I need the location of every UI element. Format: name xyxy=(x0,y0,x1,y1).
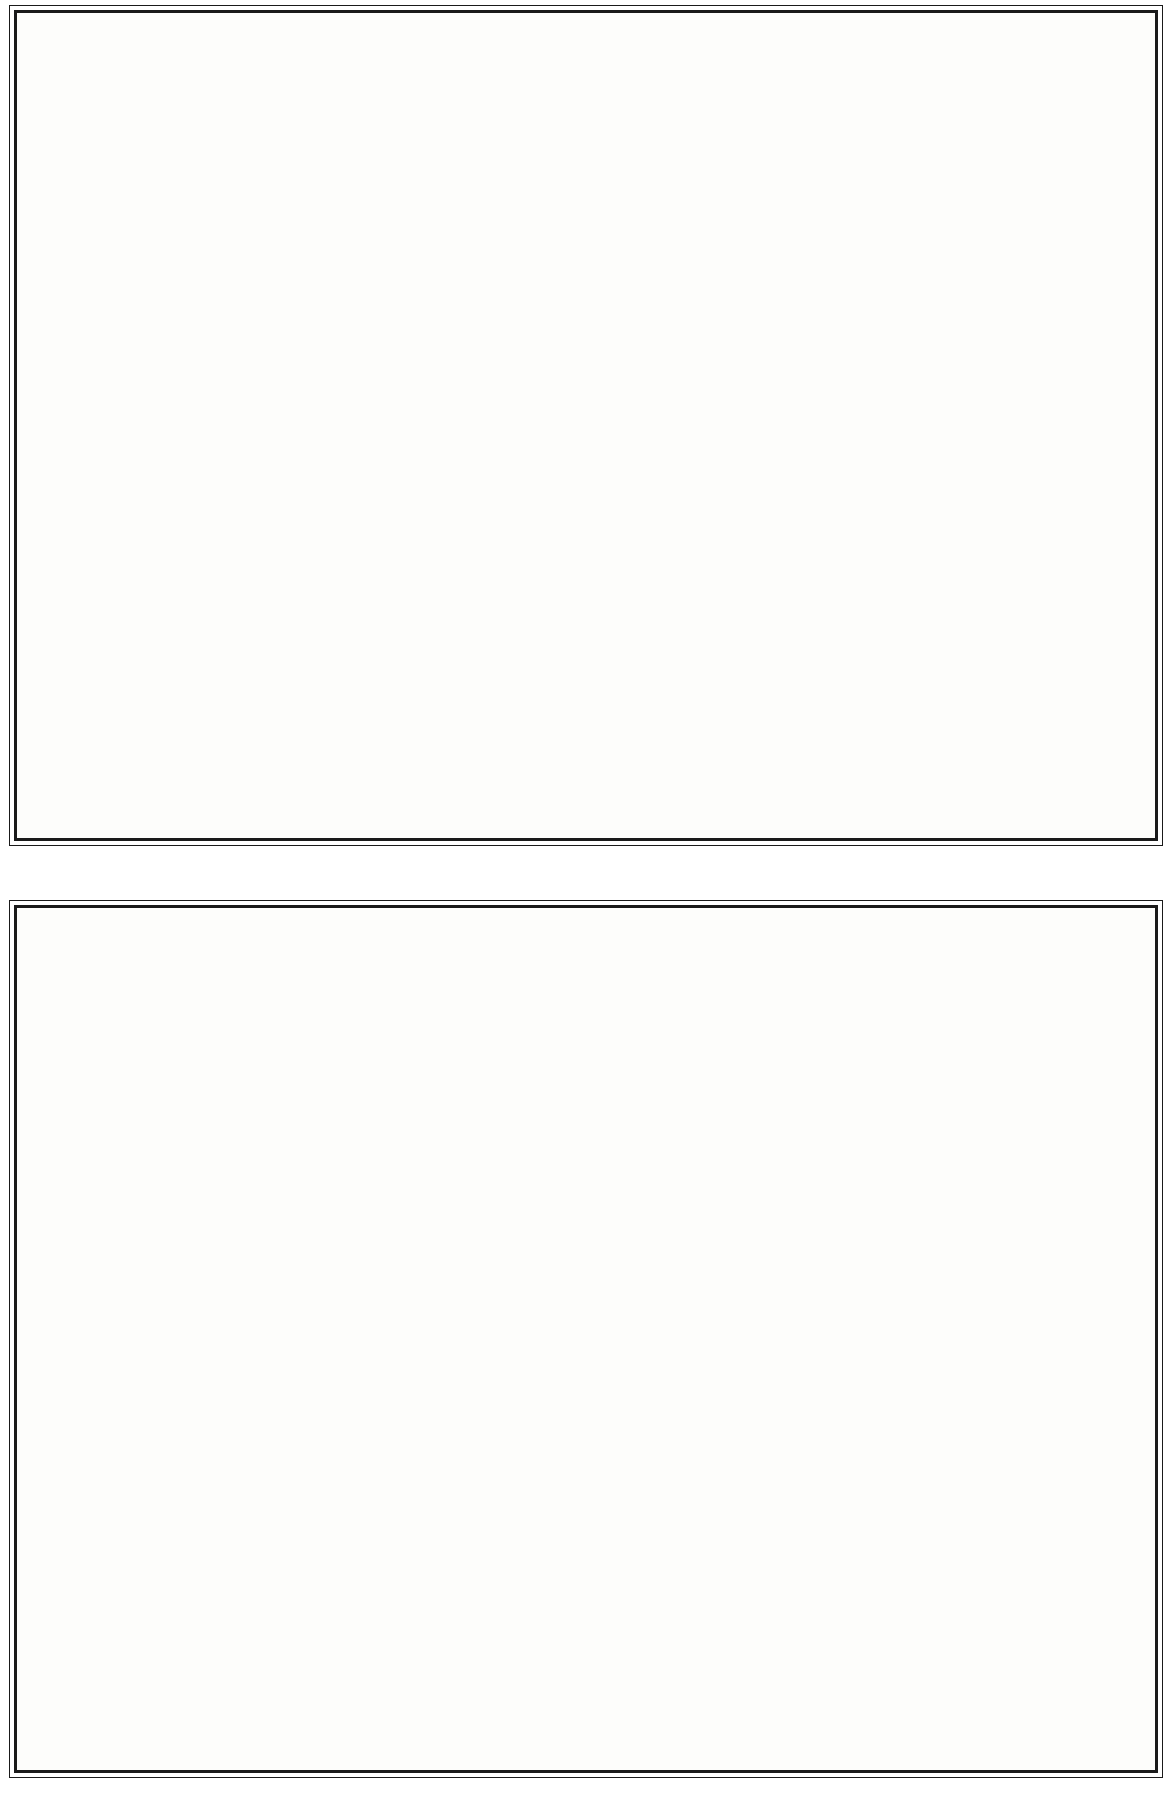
lower-page-columns xyxy=(17,908,1155,1770)
upper-page-columns xyxy=(17,13,1155,838)
lower-page xyxy=(14,905,1158,1773)
upper-page xyxy=(14,10,1158,841)
